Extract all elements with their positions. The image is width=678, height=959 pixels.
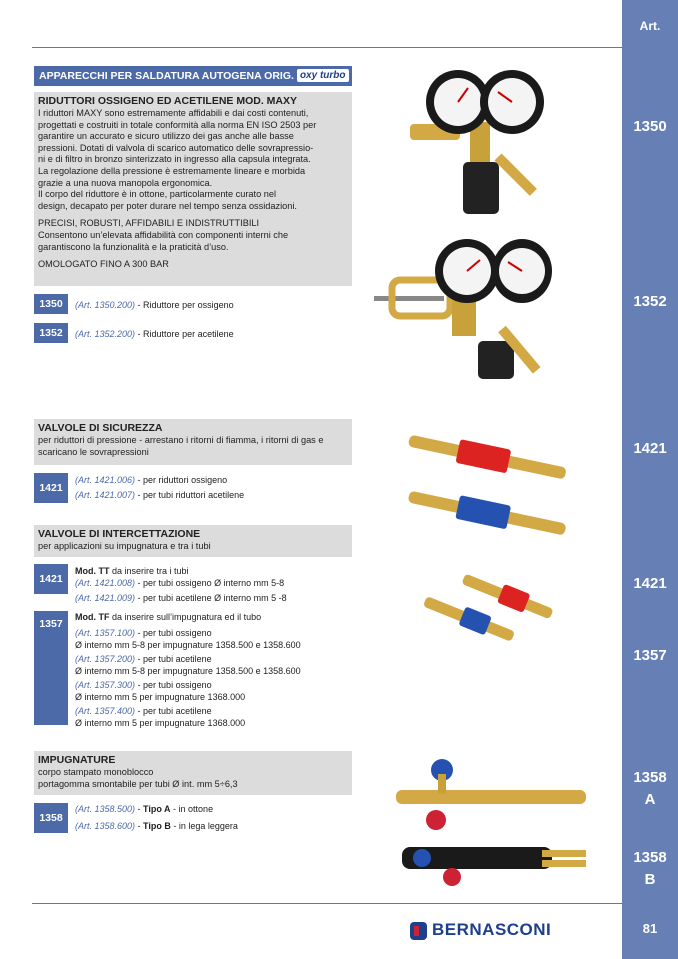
valvole-sicurezza-block bbox=[34, 419, 352, 465]
desc-line: per applicazioni su impugnatura e tra i tubi bbox=[38, 541, 211, 551]
desc-line: garantire un accurato e sicuro utilizzo dei gas anche alle basse bbox=[38, 131, 294, 142]
code-badge-1352: 1352 bbox=[34, 323, 68, 343]
desc-line: scaricano le sovrapressioni bbox=[38, 446, 149, 457]
reducer-1350-image bbox=[398, 62, 558, 222]
homologation-note: OMOLOGATO FINO A 300 BAR bbox=[38, 259, 169, 270]
handles-image bbox=[392, 752, 592, 892]
section-header-title: APPARECCHI PER SALDATURA AUTOGENA ORIG. bbox=[39, 70, 294, 82]
valvole-sicurezza-title: VALVOLE DI SICUREZZA bbox=[38, 422, 163, 434]
page-number: 81 bbox=[642, 921, 658, 936]
impugnature-title: IMPUGNATURE bbox=[38, 754, 116, 766]
item-1357-200: (Art. 1357.200) - per tubi acetilene Ø interno mm 5-8 per impugnature 1358.500 e 1358.600 bbox=[75, 654, 301, 676]
side-code-1421-b: 1421 bbox=[633, 575, 667, 592]
item-1421-009: (Art. 1421.009) - per tubi acetilene Ø interno mm 5 -8 bbox=[75, 593, 287, 603]
desc-line: design, decapato per poter durare nel tempo senza ossidazioni. bbox=[38, 200, 297, 211]
item-1352: (Art. 1352.200) - Riduttore per acetilene bbox=[75, 329, 234, 339]
brand-name: BERNASCONI bbox=[432, 920, 552, 939]
side-code-1357: 1357 bbox=[633, 647, 667, 664]
side-code-1358b: 1358 B bbox=[633, 849, 667, 888]
code-badge-1357: 1357 bbox=[34, 611, 68, 725]
desc-line: ni e di filtro in bronzo sinterizzato in ingresso alla capsula integrata. bbox=[38, 154, 311, 165]
side-code-1358a: 1358 A bbox=[633, 769, 667, 808]
section-header bbox=[34, 66, 352, 86]
desc-line: garantiscono la funzionalità e la praticità d’uso. bbox=[38, 241, 229, 252]
riduttori-title: RIDUTTORI OSSIGENO ED ACETILENE MOD. MAXY bbox=[38, 95, 298, 107]
side-code-1352: 1352 bbox=[633, 293, 667, 310]
valvole-intercettazione-block bbox=[34, 525, 352, 557]
safety-valves-image bbox=[402, 428, 577, 553]
item-1357-100: (Art. 1357.100) - per tubi ossigeno Ø interno mm 5-8 per impugnature 1358.500 e 1358.600 bbox=[75, 628, 301, 650]
mod-tt-line: Mod. TT da inserire tra i tubi bbox=[75, 566, 189, 576]
item-1421-006: (Art. 1421.006) - per riduttori ossigeno bbox=[75, 475, 228, 485]
desc-line: I riduttori MAXY sono estremamente affidabili e dai costi contenuti, bbox=[38, 108, 309, 118]
item-1358-500: (Art. 1358.500) - Tipo A - in ottone bbox=[75, 804, 214, 814]
mod-tf-line: Mod. TF da inserire sull’impugnatura ed il tubo bbox=[75, 612, 262, 622]
desc-line: per riduttori di pressione - arrestano i ritorni di fiamma, i ritorni di gas e bbox=[38, 435, 324, 445]
item-1421-008: (Art. 1421.008) - per tubi ossigeno Ø interno mm 5-8 bbox=[75, 578, 285, 588]
footer-divider bbox=[32, 903, 622, 904]
valvole-intercettazione-title: VALVOLE DI INTERCETTAZIONE bbox=[38, 528, 201, 540]
item-1357-400: (Art. 1357.400) - per tubi acetilene Ø interno mm 5 per impugnature 1368.000 bbox=[75, 706, 246, 728]
desc-line: corpo stampato monoblocco bbox=[38, 767, 154, 777]
desc-line: portagomma smontabile per tubi Ø int. mm 5÷6,3 bbox=[38, 778, 238, 789]
desc-line: pressioni. Dotati di valvola di scarico automatico delle sovrapressio- bbox=[38, 142, 314, 153]
item-1421-007: (Art. 1421.007) - per tubi riduttori acetilene bbox=[75, 490, 245, 500]
side-code-1421-a: 1421 bbox=[633, 440, 667, 457]
code-badge-1350: 1350 bbox=[34, 294, 68, 314]
desc-line: progettati e costruiti in totale conformità alla norma EN ISO 2503 per bbox=[38, 119, 317, 130]
right-index-column bbox=[622, 0, 678, 959]
item-1358-600: (Art. 1358.600) - Tipo B - in lega leggera bbox=[75, 821, 238, 831]
desc-line: PRECISI, ROBUSTI, AFFIDABILI E INDISTRUTTIBILI bbox=[38, 218, 260, 229]
desc-line: La regolazione della pressione è estremamente lineare e morbida bbox=[38, 165, 306, 176]
bernasconi-mark-icon bbox=[410, 920, 428, 942]
code-badge-1421-tt: 1421 bbox=[34, 564, 68, 594]
art-label: Art. bbox=[639, 19, 661, 33]
impugnature-block bbox=[34, 751, 352, 795]
top-divider bbox=[32, 47, 622, 48]
desc-line: Consentono un’elevata affidabilità con componenti interni che bbox=[38, 229, 289, 240]
code-badge-1358: 1358 bbox=[34, 803, 68, 833]
oxyturbo-logo: oxy turbo bbox=[297, 69, 349, 82]
item-1357-300: (Art. 1357.300) - per tubi ossigeno Ø interno mm 5 per impugnature 1368.000 bbox=[75, 680, 246, 702]
side-code-1350: 1350 bbox=[633, 118, 667, 135]
reducer-1352-image bbox=[372, 236, 562, 386]
code-badge-1421: 1421 bbox=[34, 473, 68, 503]
bernasconi-logo bbox=[410, 918, 580, 942]
desc-line: grazie a una nuova manopola ergonomica. bbox=[38, 177, 213, 188]
shutoff-valves-image bbox=[420, 570, 560, 655]
item-1350: (Art. 1350.200) - Riduttore per ossigeno bbox=[75, 300, 234, 310]
riduttori-description-block bbox=[34, 92, 352, 286]
desc-line: Il corpo del riduttore è in ottone, particolarmente curato nel bbox=[38, 189, 276, 200]
